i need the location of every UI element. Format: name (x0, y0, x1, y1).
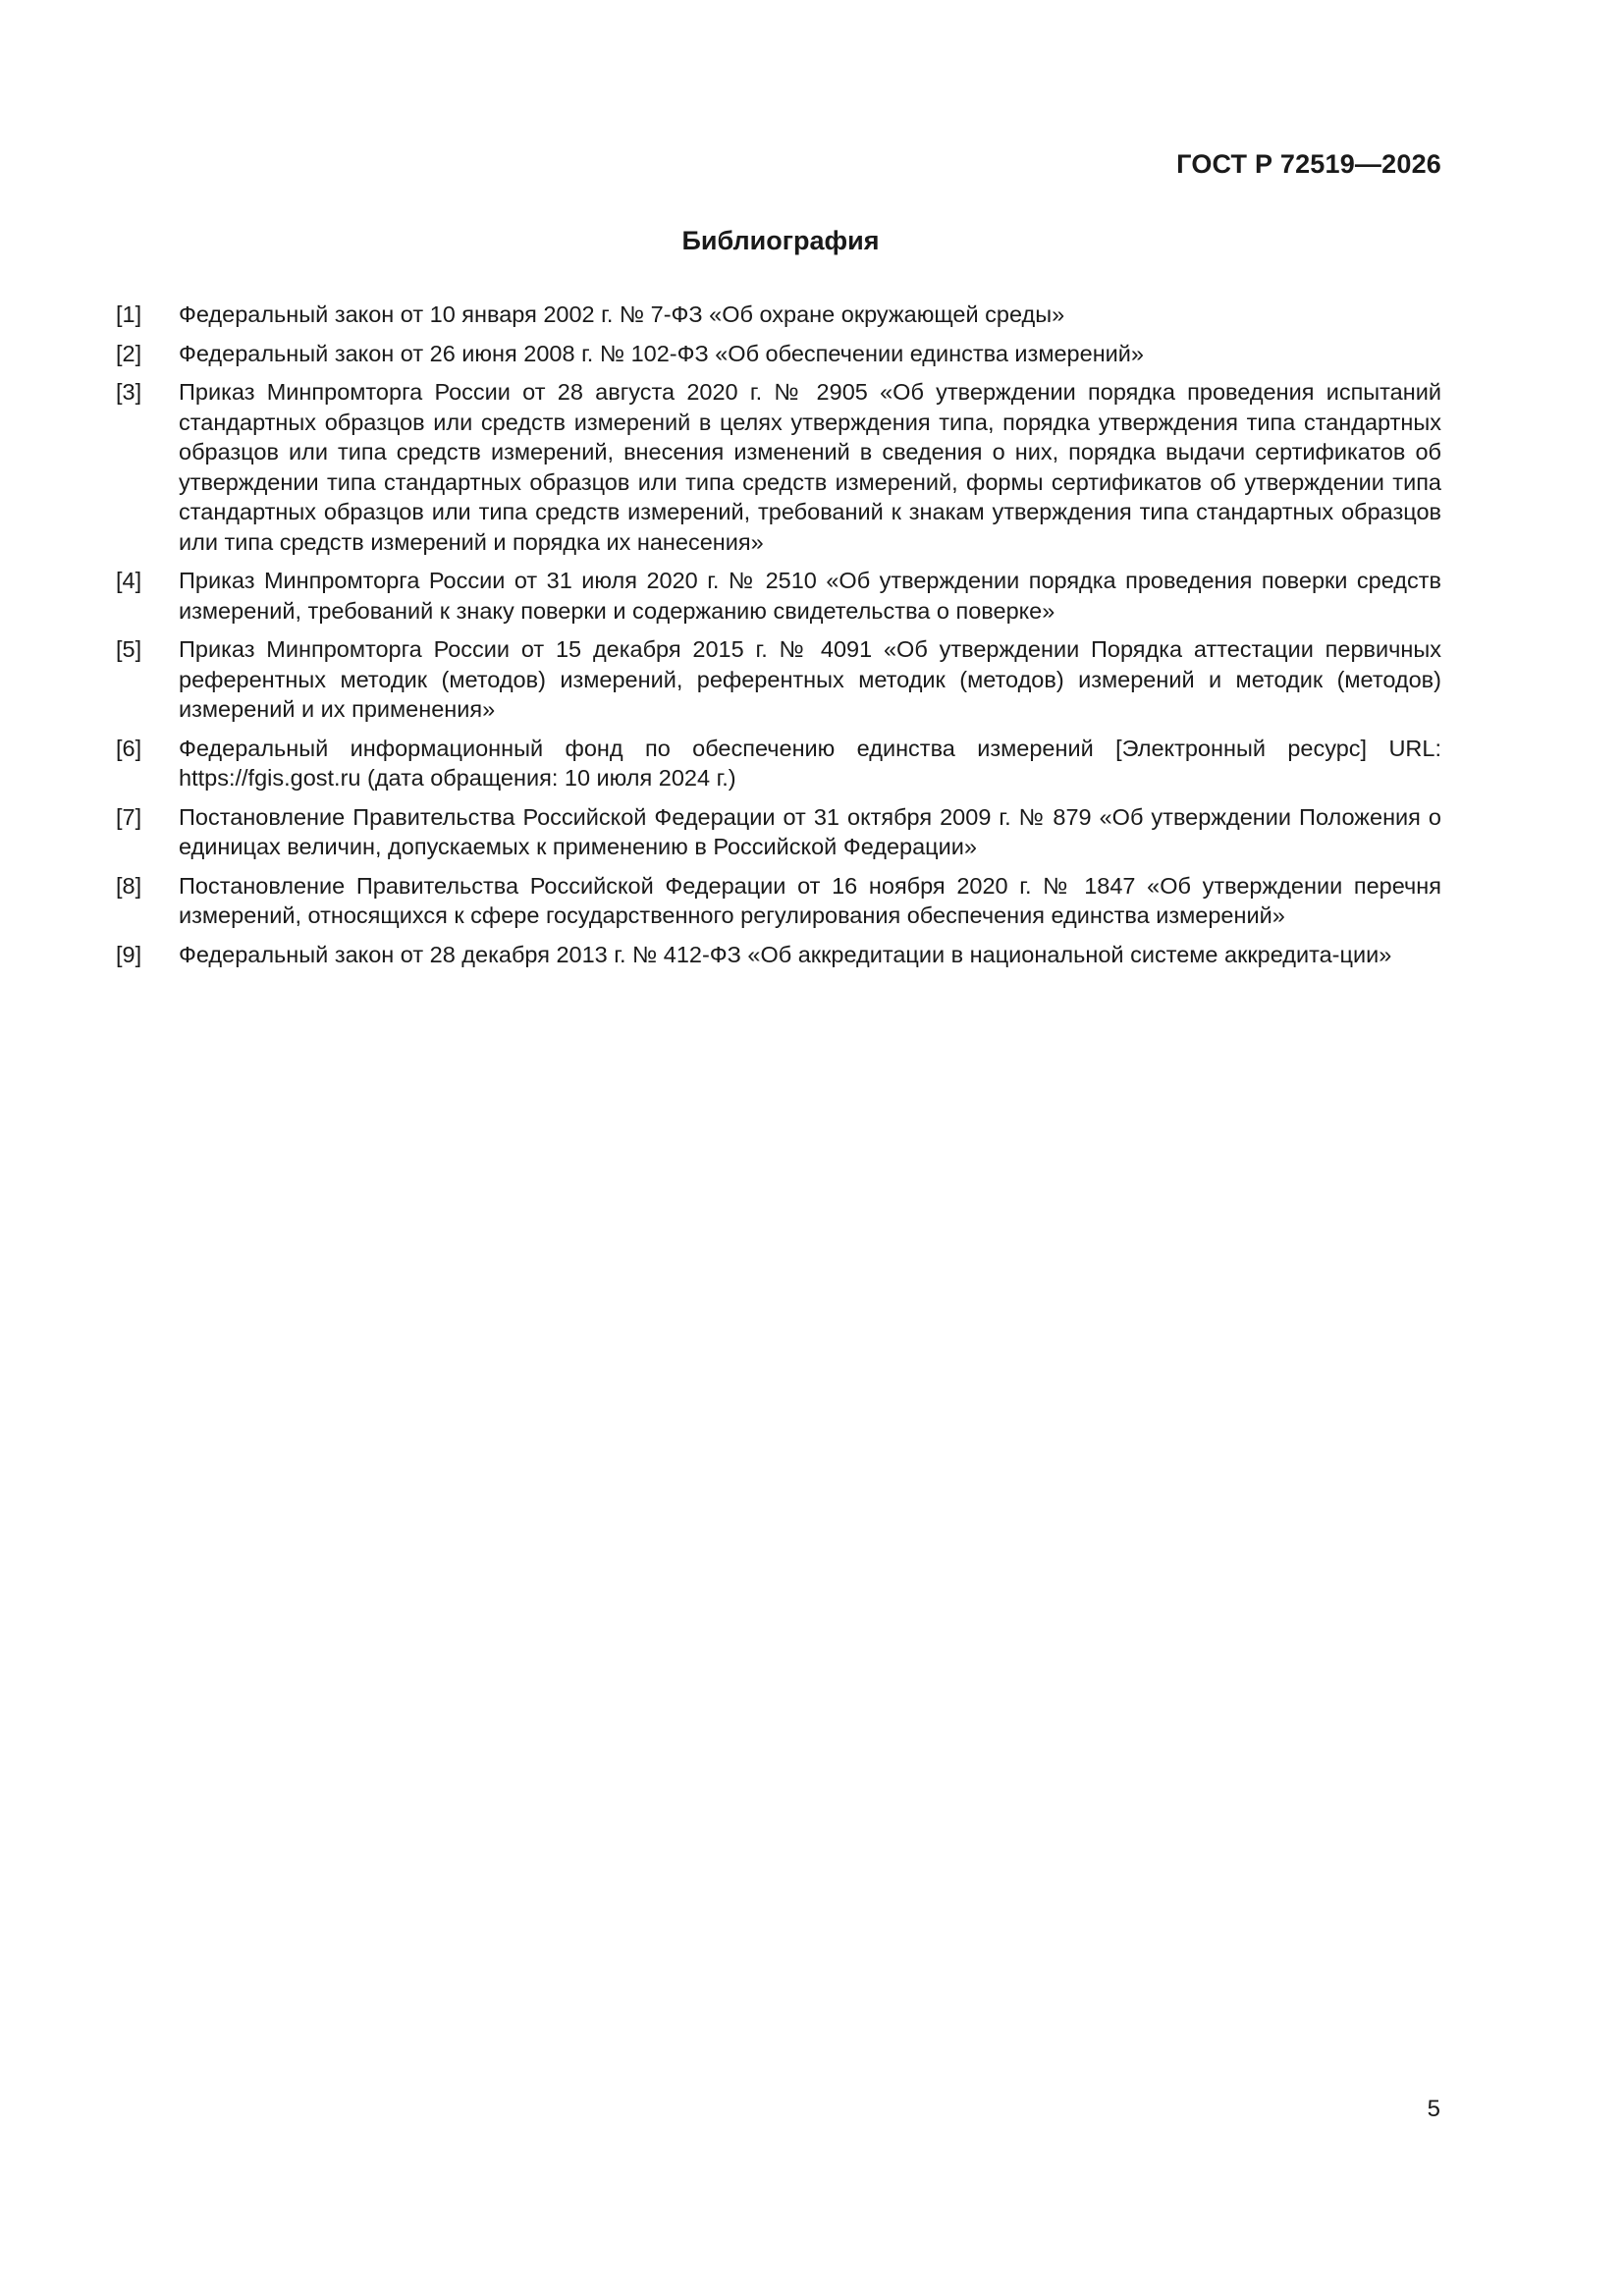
entry-text: Федеральный закон от 26 июня 2008 г. № 102-ФЗ «Об обеспечении единства измерений» (179, 340, 1144, 366)
entry-text: Приказ Минпромторга России от 31 июля 2020 г. № 2510 «Об утверждении порядка проведения поверки средств измерений, требований к знаку поверки и содержанию свидетельства о поверке» (179, 568, 1441, 624)
bibliography-entry (116, 734, 1441, 793)
entry-text: Федеральный закон от 10 января 2002 г. № 7-ФЗ «Об охране окружающей среды» (179, 301, 1065, 327)
entry-text: Приказ Минпромторга России от 15 декабря 2015 г. № 4091 «Об утверждении Порядка аттестации первичных референтных методик (методов) измерений, референтных методик (методов) измерений и методик (методов) измерений и их применения» (179, 636, 1441, 722)
entry-number: [2] (116, 340, 142, 366)
entry-number: [5] (116, 636, 142, 662)
bibliography-entry (116, 300, 1441, 330)
bibliography-entry (116, 871, 1441, 931)
entry-text: Приказ Минпромторга России от 28 августа 2020 г. № 2905 «Об утверждении порядка проведения испытаний стандартных образцов или средств измерений в целях утверждения типа, порядка утверждения типа стандартных образцов или типа средств измерений, внесения изменений в сведения о них, порядка выдачи сертификатов об утверждении типа стандартных образцов или типа средств измерений, формы сертификатов об утверждении типа стандартных образцов или типа средств измерений, требований к знакам утверждения типа стандартных образцов или типа средств измерений и порядка их нанесения» (179, 379, 1441, 555)
entry-number: [8] (116, 872, 142, 899)
entry-number: [9] (116, 941, 142, 967)
entry-text: Федеральный закон от 28 декабря 2013 г. № 412-ФЗ «Об аккредитации в национальной системе аккредита-ции» (179, 941, 1392, 967)
bibliography-entry (116, 377, 1441, 557)
section-title: Библиография (681, 226, 880, 255)
bibliography-entry (116, 802, 1441, 862)
entry-number: [4] (116, 568, 142, 593)
entry-number: [7] (116, 803, 142, 830)
bibliography-entry (116, 940, 1441, 970)
entry-text: Постановление Правительства Российской Федерации от 31 октября 2009 г. № 879 «Об утверждении Положения о единицах величин, допускаемых к применению в Российской Федерации» (179, 803, 1441, 859)
entry-text: Постановление Правительства Российской Федерации от 16 ноября 2020 г. № 1847 «Об утверждении перечня измерений, относящихся к сфере государственного регулирования обеспечения единства измерений» (179, 872, 1441, 928)
bibliography-list (116, 300, 1441, 978)
page-number: 5 (1427, 2096, 1440, 2122)
document-code: ГОСТ Р 72519—2026 (1176, 149, 1441, 179)
entry-text: Федеральный информационный фонд по обеспечению единства измерений [Электронный ресурс] URL: https://fgis.gost.ru (дата обращения: 10 июля 2024 г.) (179, 735, 1441, 791)
bibliography-entry (116, 566, 1441, 626)
entry-number: [6] (116, 735, 142, 761)
bibliography-entry (116, 634, 1441, 725)
bibliography-entry (116, 339, 1441, 369)
entry-number: [3] (116, 379, 142, 405)
entry-number: [1] (116, 301, 142, 327)
